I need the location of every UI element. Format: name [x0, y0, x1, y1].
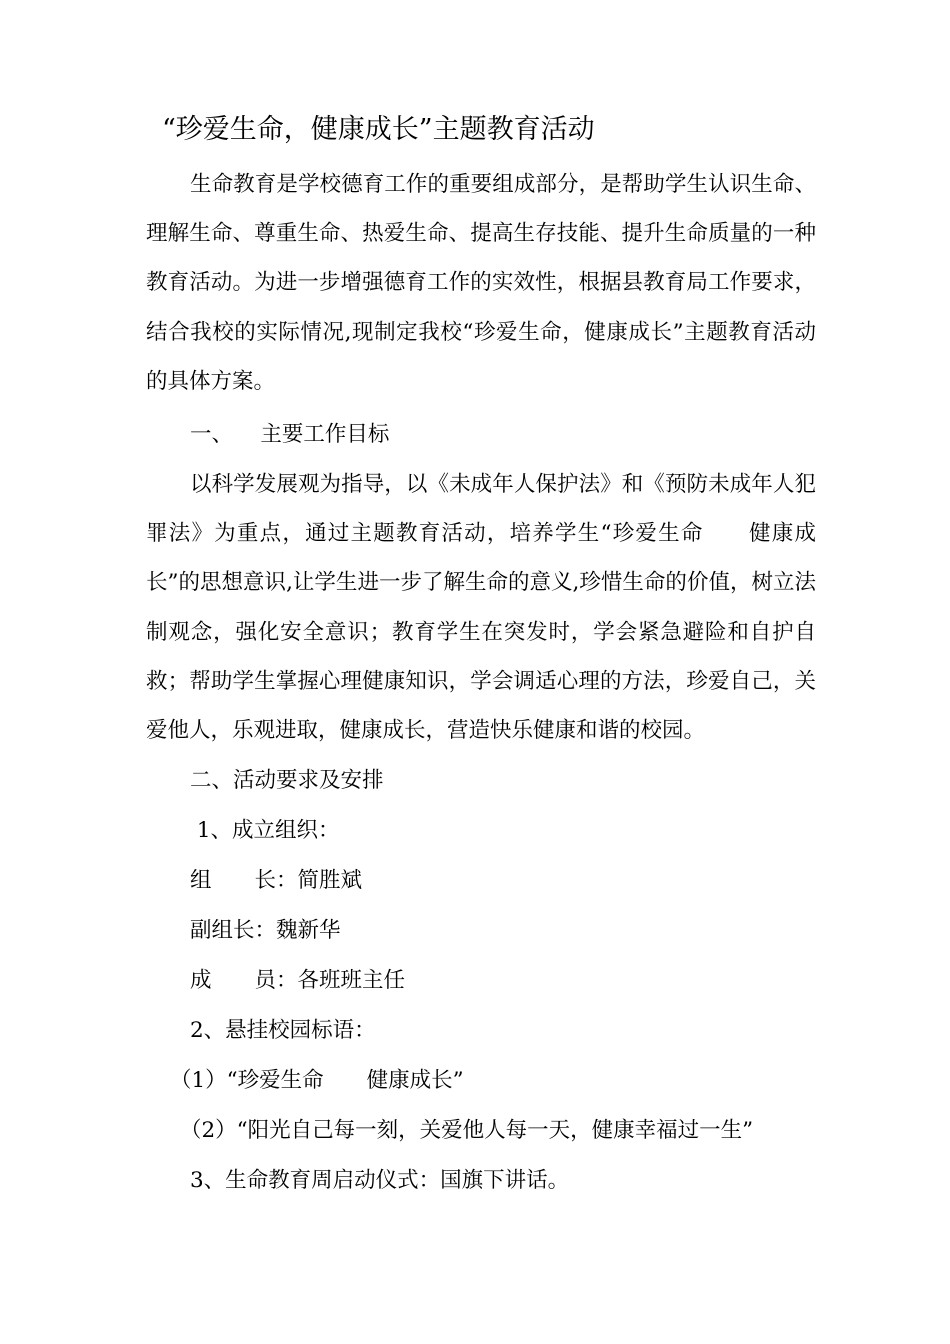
document-title: “珍爱生命，健康成长”主题教育活动 [162, 114, 595, 145]
leader-line: 组 长：简胜斌 [190, 868, 363, 893]
item-1-organization: 1、成立组织： [190, 818, 340, 843]
item-3-ceremony: 3、生命教育周启动仪式：国旗下讲话。 [190, 1168, 570, 1193]
slogan-1: （1）“珍爱生命 健康成长” [170, 1068, 464, 1093]
section-1-heading: 一、 主要工作目标 [190, 422, 390, 447]
deputy-leader-line: 副组长：魏新华 [190, 918, 341, 943]
item-2-slogans: 2、悬挂校园标语： [190, 1018, 376, 1043]
intro-paragraph: 生命教育是学校德育工作的重要组成部分，是帮助学生认识生命、理解生命、尊重生命、热爱生命、提高生存技能、提升生命质量的一种教育活动。为进一步增强德育工作的实效性，根据县教育局工作要求，结合我校的实际情况,现制定我校“珍爱生命，健康成长”主题教育活动的具体方案。 [146, 172, 816, 394]
section-1-body: 以科学发展观为指导，以《未成年人保护法》和《预防未成年人犯罪法》为重点，通过主题教育活动，培养学生“珍爱生命 健康成长”的思想意识,让学生进一步了解生命的意义,珍惜生命的价值，树立法制观念，强化安全意识；教育学生在突发时，学会紧急避险和自护自救；帮助学生掌握心理健康知识，学会调适心理的方法，珍爱自己，关爱他人，乐观进取，健康成长，营造快乐健康和谐的校园。 [146, 472, 816, 744]
members-line: 成 员：各班班主任 [190, 968, 406, 993]
slogan-2: （2）“阳光自己每一刻，关爱他人每一天，健康幸福过一生” [180, 1118, 754, 1143]
section-2-heading: 二、活动要求及安排 [190, 768, 384, 793]
